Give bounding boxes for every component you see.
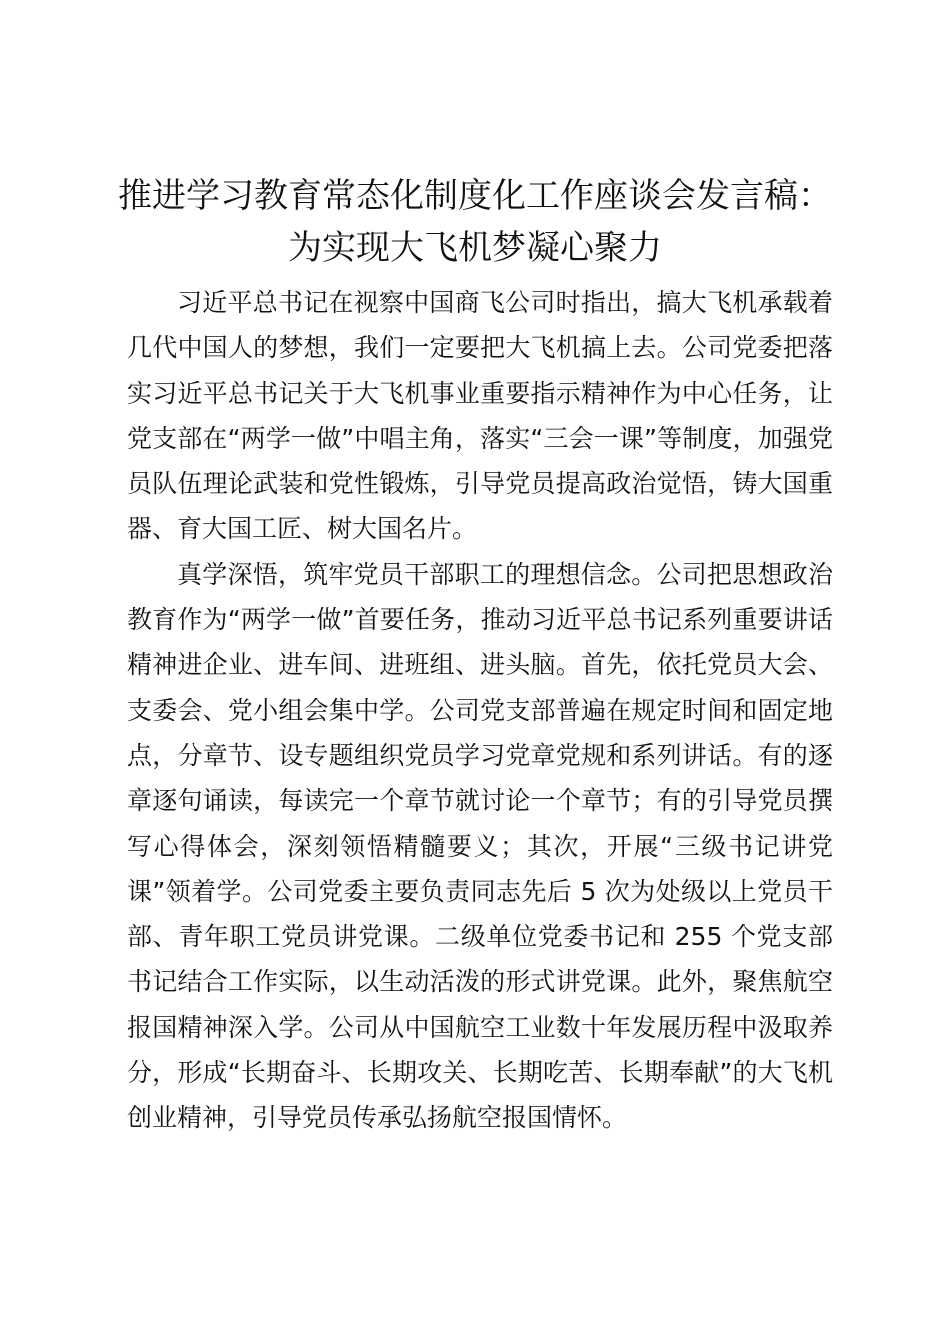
paragraph-2: 真学深悟，筑牢党员干部职工的理想信念。公司把思想政治教育作为“两学一做”首要任务，推动习近平总书记系列重要讲话精神进企业、进车间、进班组、进头脑。首先，依托党员大会、支委会、党小组会集中学。公司党支部普遍在规定时间和固定地点，分章节、设专题组织党员学习党章党规和系列讲话。有的逐章逐句诵读，每读完一个章节就讨论一个章节；有的引导党员撰写心得体会，深刻领悟精髓要义；其次，开展“三级书记讲党课”领着学。公司党委主要负责同志先后 5 次为处级以上党员干部、青年职工党员讲党课。二级单位党委书记和 255 个党支部书记结合工作实际，以生动活泼的形式讲党课。此外，聚焦航空报国精神深入学。公司从中国航空工业数十年发展历程中汲取养分，形成“长期奋斗、长期攻关、长期吃苦、长期奉献”的大飞机创业精神，引导党员传承弘扬航空报国情怀。 xyxy=(127,559,833,1133)
document-title: 推进学习教育常态化制度化工作座谈会发言稿：为实现大飞机梦凝心聚力 xyxy=(118,176,832,268)
document-body xyxy=(127,280,833,1141)
paragraph-1: 习近平总书记在视察中国商飞公司时指出，搞大飞机承载着几代中国人的梦想，我们一定要把大飞机搞上去。公司党委把落实习近平总书记关于大飞机事业重要指示精神作为中心任务，让党支部在“两学一做”中唱主角，落实“三会一课”等制度，加强党员队伍理论武装和党性锻炼，引导党员提高政治觉悟，铸大国重器、育大国工匠、树大国名片。 xyxy=(127,288,833,544)
